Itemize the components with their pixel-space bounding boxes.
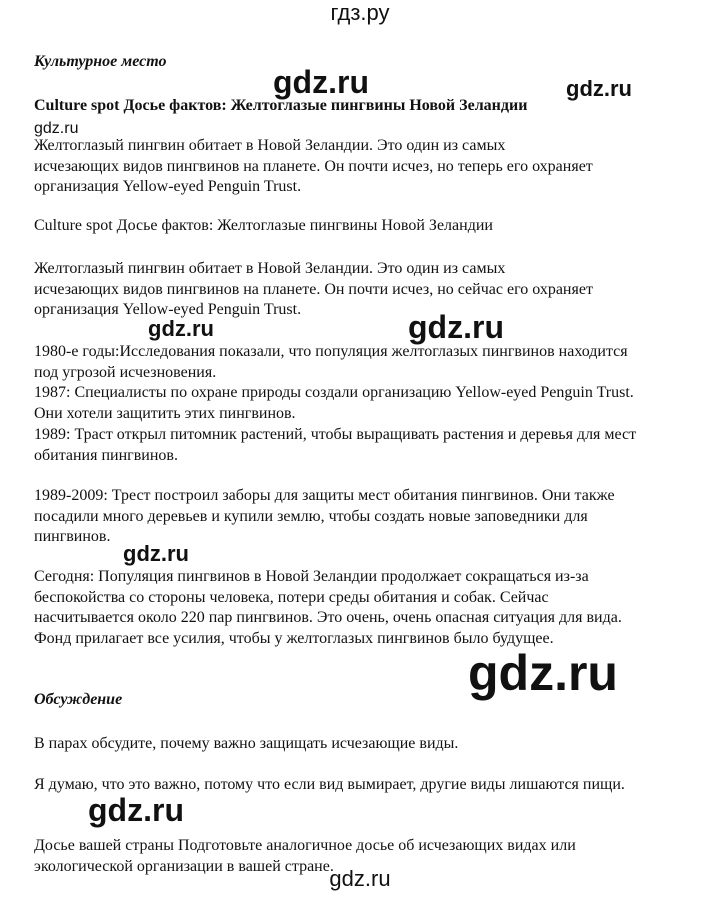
timeline-1980: 1980-е годы:Исследования показали, что популяция желтоглазых пингвинов находится под угрозой исчезновения. xyxy=(34,343,628,381)
watermark: gdz.ru xyxy=(148,316,214,341)
site-footer[interactable]: gdz.ru xyxy=(329,866,391,891)
intro-paragraph-2: Желтоглазый пингвин обитает в Новой Зеландии. Это один из самых исчезающих видов пингвинов на планете. Он почти исчез, но сейчас его охраняет организация Yellow-eyed Penguin Trust. xyxy=(34,260,593,319)
watermark: gdz.ru xyxy=(468,645,618,701)
section-heading: Культурное место xyxy=(34,53,167,70)
timeline-1989-2009: 1989-2009: Трест построил заборы для защиты мест обитания пингвинов. Они также посадили много деревьев и купили землю, чтобы создать новые заповедники для пингвинов. xyxy=(34,487,615,546)
watermark: gdz.ru xyxy=(123,541,189,566)
project-task: Досье вашей страны Подготовьте аналогичное досье об исчезающих видах или экологической организации в вашей стране. xyxy=(34,837,576,875)
timeline-today: Сегодня: Популяция пингвинов в Новой Зеландии продолжает сокращаться из-за беспокойства со стороны человека, потери среды обитания и собак. Сейчас насчитывается около 220 пар пингвинов. Это очень, очень опасная ситуация для вида. Фонд прилагает все усилия, чтобы у желтоглазых пингвинов было будущее. xyxy=(34,568,622,648)
discussion-task: В парах обсудите, почему важно защищать исчезающие виды. xyxy=(34,735,459,752)
site-header[interactable]: гдз.ру xyxy=(330,0,390,25)
watermark: gdz.ru xyxy=(408,309,504,345)
intro-paragraph: Желтоглазый пингвин обитает в Новой Зеландии. Это один из самых исчезающих видов пингвинов на планете. Он почти исчез, но теперь его охраняет организация Yellow-eyed Penguin Trust. xyxy=(34,137,593,196)
watermark: gdz.ru xyxy=(88,792,184,828)
fact-title-plain: Culture spot Досье фактов: Желтоглазые пингвины Новой Зеландии xyxy=(34,217,493,234)
watermark: gdz.ru xyxy=(34,120,79,137)
timeline-1989: 1989: Траст открыл питомник растений, чтобы выращивать растения и деревья для мест обитания пингвинов. xyxy=(34,426,637,464)
watermark: gdz.ru xyxy=(273,64,369,100)
fact-title: Culture spot Досье фактов: Желтоглазые пингвины Новой Зеландии xyxy=(34,97,528,114)
timeline-1987: 1987: Специалисты по охране природы создали организацию Yellow-eyed Penguin Trust. Они хотели защитить этих пингвинов. xyxy=(34,384,634,422)
discussion-answer: Я думаю, что это важно, потому что если вид вымирает, другие виды лишаются пищи. xyxy=(34,776,625,793)
discussion-heading: Обсуждение xyxy=(34,691,123,708)
watermark: gdz.ru xyxy=(566,76,632,101)
